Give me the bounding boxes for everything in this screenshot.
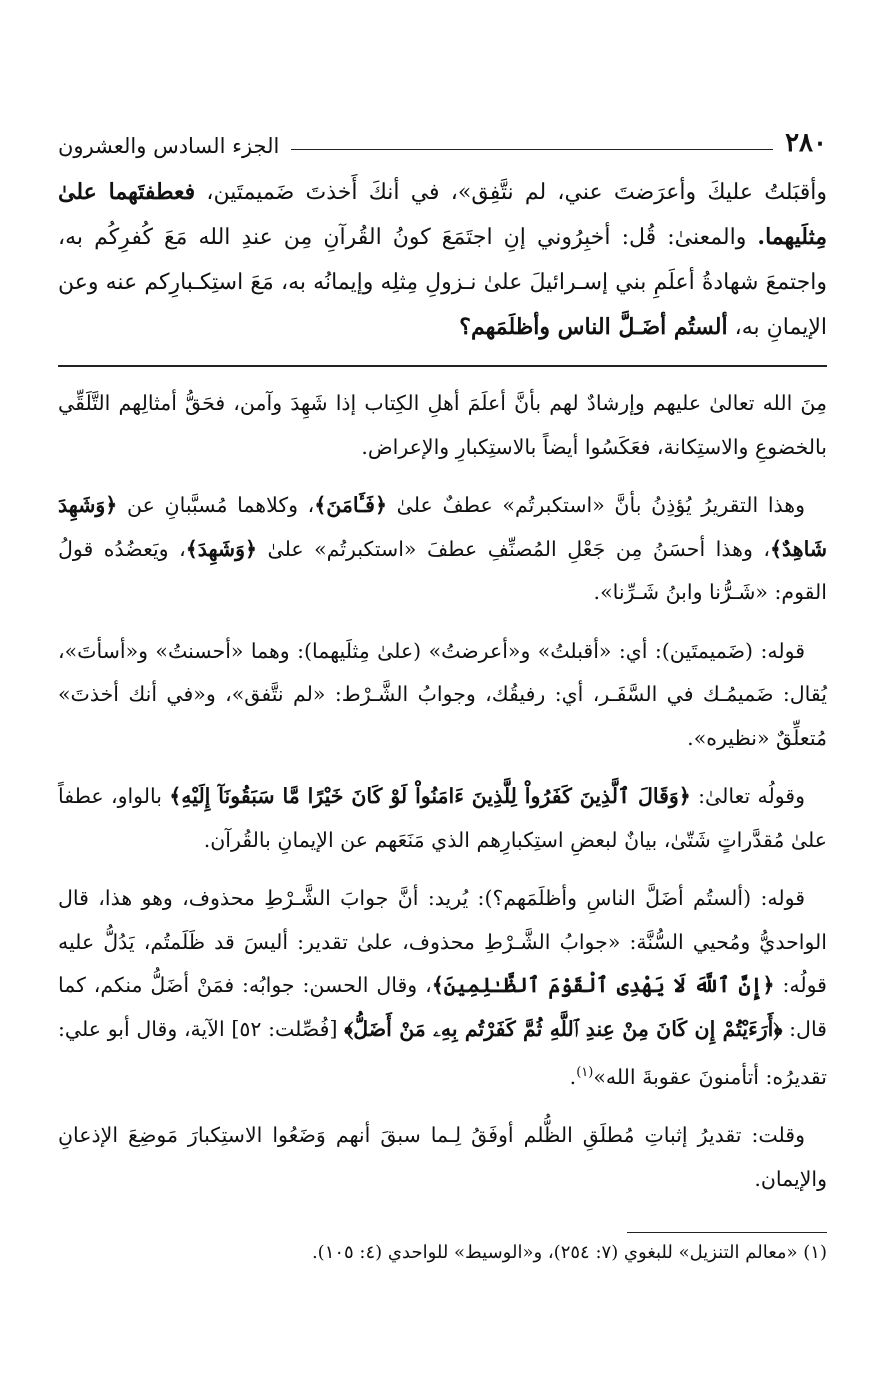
commentary-paragraph: [58, 630, 827, 761]
commentary-paragraph: [58, 877, 827, 1099]
commentary-text: قوله: (ألستُم أضَلَّ الناسِ وأظلَمَهم؟): يُريد: أنَّ جوابَ الشَّـرْطِ محذوف، وهو هذا، قال الواحديُّ ومُحيي السُّنَّة: «جوابُ الشَّـرْطِ محذوف، علىٰ تقدير: أليسَ قد ظَلَمتُم، يَدُلُّ عليه قولُه:: [58, 886, 827, 997]
footnote-reference[interactable]: (١): [576, 1065, 594, 1080]
footnote-rule: [627, 1232, 827, 1233]
quran-quote: ﴿وَشَهِدَ﴾: [185, 536, 258, 561]
quran-quote: ﴿وَقَالَ ٱلَّذِينَ كَفَرُواْ لِلَّذِينَ ءَامَنُواْ لَوْ كَانَ خَيْرًا مَّا سَبَقُونَآ إِلَيْهِ﴾: [169, 784, 691, 808]
commentary-text: ، ويَعضُدُه قولُ القوم: «شَـرُّنا وابنُ شَـرِّنا».: [58, 536, 827, 604]
commentary-text: مِنَ الله تعالىٰ عليهم وإرشادٌ لهم بأنَّ أعلَمَ أهلِ الكِتاب إذا شَهِدَ وآمن، فحَقُّ أمثالِهم التَّلَقِّي بالخضوعِ والاستِكانة، فعَكَسُوا أيضاً بالاستِكبارِ والإعراض.: [58, 391, 827, 459]
commentary: [58, 382, 827, 1216]
quran-quote: ﴿وَشَهِدَ شَاهِدٌ﴾: [58, 493, 827, 561]
commentary-text: بالواو، عطفاً علىٰ مُقدَّراتٍ شَتّىٰ، بيانٌ لبعضِ استِكبارِهم الذي مَنَعَهم عن الإيمانِ بالقُرآن.: [58, 784, 827, 852]
commentary-paragraph: [58, 1114, 827, 1201]
running-title: الجزء السادس والعشرون: [58, 134, 280, 158]
commentary-paragraph: [58, 484, 827, 615]
commentary-paragraph: [58, 382, 827, 469]
commentary-text: ، وهذا أحسَنُ مِن جَعْلِ المُصنِّفِ عطفَ «استكبرتُم» علىٰ: [257, 536, 770, 561]
commentary-paragraph: [58, 775, 827, 862]
text-commentary-divider: [58, 365, 827, 367]
commentary-text: وهذا التقريرُ يُؤذِنُ بأنَّ «استكبرتُم» عطفٌ علىٰ: [386, 493, 805, 517]
matn-text-2: والمعنىٰ: قُل: أخبِرُوني إنِ اجتَمَعَ كونُ القُرآنِ مِن عندِ الله مَعَ كُفرِكُم به، واجتمعَ شهادةُ أعلَمِ بني إسـرائيلَ علىٰ نـزولِ مِثلِه وإيمانُه به، مَعَ استِكـبارِكم عنه وعن الإيمانِ به،: [58, 225, 827, 340]
commentary-text: قوله: (ضَميمتَين): أي: «أقبلتُ» و«أعرضتُ» (علىٰ مِثلَيهما): وهما «أحسنتُ» و«أسأتَ»، يُقال: ضَميمُـك في السَّفَـر، أي: رفيقُك، وجوابُ الشَّـرْط: «لم نتَّفق»، و«في أنك أخذتَ» مُتعلِّقٌ «نظيره».: [58, 638, 827, 750]
commentary-text: ، وكلاهما مُسبَّبانِ عن: [117, 493, 315, 517]
matn-text-1b: فعطفتَهما علىٰ مِثلَيهما.: [58, 179, 827, 250]
quran-quote: ﴿أَرَءَيْتُمْ إِن كَانَ مِنْ عِندِ ٱللَّهِ ثُمَّ كَفَرْتُم بِهِۦ مَنْ أَضَلُّ﴾: [344, 1016, 783, 1041]
commentary-text: وقلت: تقديرُ إثباتِ مُطلَقِ الظُّلم أوفَقُ لِـما سبقَ أنهم وَضَعُوا الاستِكبارَ مَوضِعَ الإذعانِ والإيمان.: [58, 1123, 827, 1191]
quran-quote: ﴿فَـَٔامَنَ﴾: [314, 493, 387, 517]
footnote: (١) «معالم التنزيل» للبغوي (٧: ٢٥٤)، و«الوسيط» للواحدي (٤: ١٠٥).: [311, 1242, 827, 1263]
page-number: ٢٨٠: [785, 128, 827, 158]
quran-quote: ﴿إِنَّ ٱللَّهَ لَا يَهْدِى ٱلْقَوْمَ ٱلظَّـٰلِمِينَ﴾: [431, 973, 775, 997]
commentary-text: ، وقال الحسن: جوابُه: فمَنْ أضَلُّ منكم، كما قال:: [58, 973, 827, 1041]
commentary-text: .: [569, 1064, 577, 1089]
main-text: [58, 170, 827, 350]
running-header: [58, 118, 827, 158]
commentary-text: وقولُه تعالىٰ:: [690, 784, 806, 808]
header-rule: [291, 149, 773, 150]
commentary-text: [فُصِّلت: ٥٢] الآية، وقال أبو علي: تقديرُه: أتأمنونَ عقوبةَ الله»: [58, 1016, 827, 1089]
matn-question: ألستُم أضَـلَّ الناس وأظلَمَهم؟: [459, 314, 728, 340]
matn-text-1a: وأقبَلتُ عليكَ وأعرَضتَ عني، لم نتَّفِق»، في أنكَ أَخذتَ ضَميمتَين،: [195, 180, 827, 205]
